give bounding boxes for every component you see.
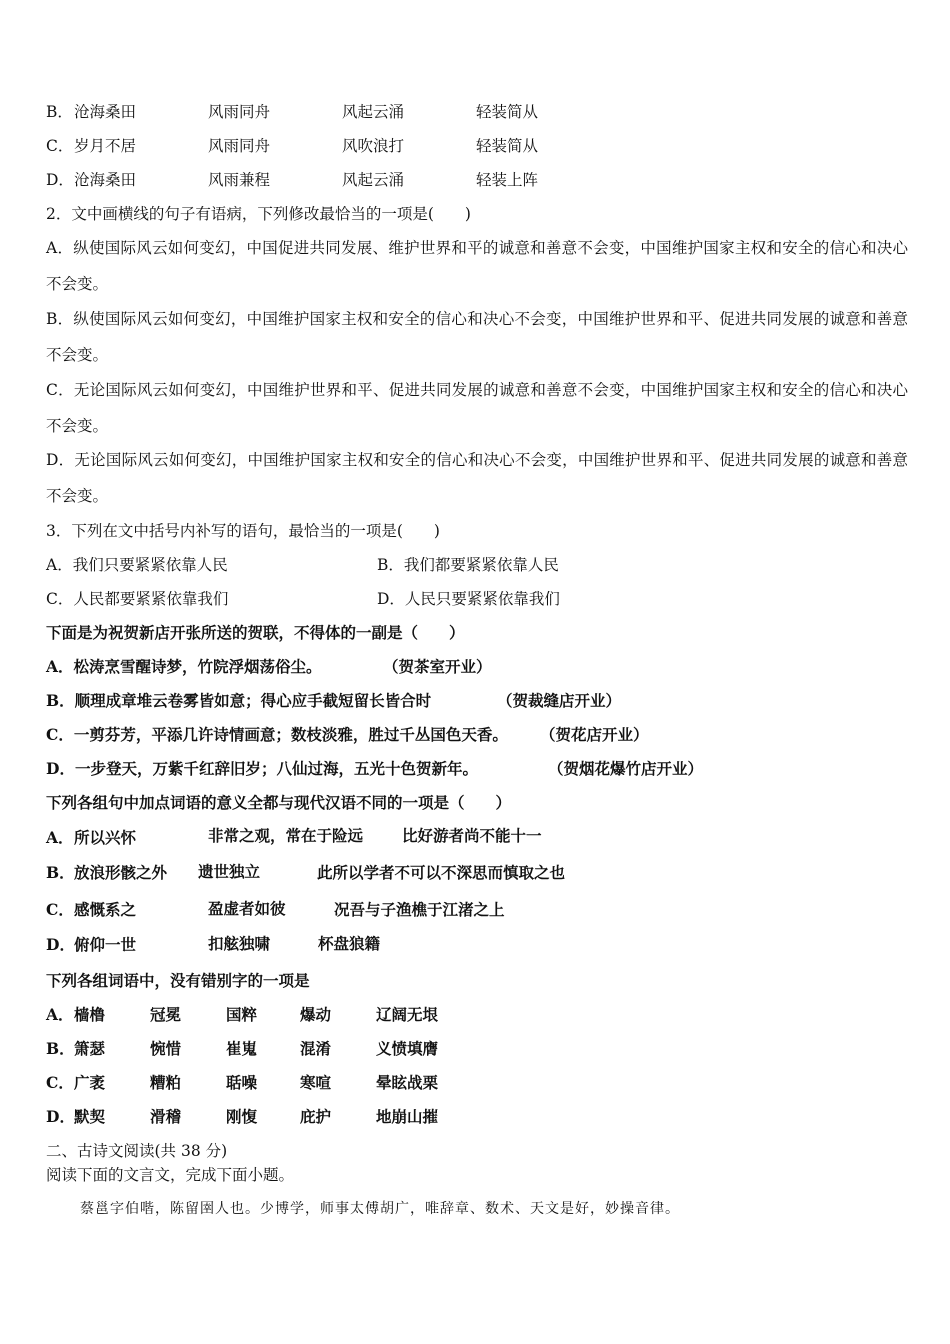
option-item: 盈虚者如彼: [208, 899, 286, 918]
q6-stem: 下列各组词语中，没有错别字的一项是: [46, 971, 310, 990]
option-label: A．: [46, 828, 74, 847]
q3-option-b: B．我们都要紧紧依靠人民: [377, 556, 559, 574]
option-item: 聒噪: [226, 1073, 258, 1092]
option-item: 国粹: [226, 1005, 258, 1024]
option-item: 风吹浪打: [342, 137, 405, 155]
option-item: 非常之观，常在于险远: [208, 826, 364, 845]
q4-option-a: A．松涛烹雪醒诗梦，竹院浮烟荡俗尘。: [46, 657, 322, 676]
q3-option-a: A．我们只要紧紧依靠人民: [46, 556, 228, 574]
q4-option-c-note: （贺花店开业）: [540, 725, 649, 744]
option-item: 崔嵬: [226, 1039, 258, 1058]
option-item: 所以兴怀: [74, 828, 137, 847]
option-label: A．: [46, 1005, 74, 1024]
option-item: 寒喧: [300, 1073, 332, 1092]
q5-stem: 下列各组句中加点词语的意义全都与现代汉语不同的一项是（ ）: [46, 793, 512, 812]
q3-stem: 3．下列在文中括号内补写的语句，最恰当的一项是( ): [46, 522, 440, 540]
q2-option-a: A．纵使国际风云如何变幻，中国促进共同发展、维护世界和平的诚意和善意不会变，中国维护国家主权和安全的信心和决心不会变。: [46, 239, 908, 293]
option-item: 广袤: [74, 1073, 106, 1092]
option-label: B．: [46, 1039, 75, 1058]
option-item: 晕眩战栗: [376, 1073, 439, 1092]
option-item: 轻装简从: [476, 103, 539, 121]
option-label: C．: [46, 900, 74, 919]
option-label: C．: [46, 1073, 74, 1092]
q4-option-d: D．一步登天，万紫千红辞旧岁；八仙过海，五光十色贺新年。: [46, 759, 478, 778]
q2-stem: 2．文中画横线的句子有语病，下列修改最恰当的一项是( ): [46, 205, 471, 223]
q2-option-d: D．无论国际风云如何变幻，中国维护国家主权和安全的信心和决心不会变，中国维护世界和平、促进共同发展的诚意和善意不会变。: [46, 451, 908, 505]
option-item: 此所以学者不可以不深思而慎取之也: [317, 863, 566, 882]
option-item: 爆动: [300, 1005, 332, 1024]
option-item: 风起云涌: [342, 103, 405, 121]
option-item: 惋惜: [150, 1039, 182, 1058]
option-item: 混淆: [300, 1039, 332, 1058]
option-item: 风起云涌: [342, 171, 405, 189]
option-item: 冠冕: [150, 1005, 182, 1024]
q4-option-a-note: （贺茶室开业）: [383, 657, 492, 676]
option-item: 轻装上阵: [476, 171, 539, 189]
option-label: D．: [46, 1107, 75, 1126]
option-item: 箫瑟: [74, 1039, 106, 1058]
section-instruction: 阅读下面的文言文，完成下面小题。: [46, 1166, 295, 1184]
option-item: 扣舷独啸: [208, 934, 271, 953]
option-item: 辽阔无垠: [376, 1005, 439, 1024]
option-label: D．: [46, 935, 75, 954]
option-item: 糟粕: [150, 1073, 182, 1092]
option-item: 况吾与子渔樵于江渚之上: [334, 900, 505, 919]
option-item: 樯橹: [74, 1005, 106, 1024]
option-item: 风雨同舟: [208, 137, 271, 155]
q4-stem: 下面是为祝贺新店开张所送的贺联，不得体的一副是（ ）: [46, 623, 465, 642]
option-item: 沧海桑田: [74, 103, 137, 121]
option-item: 轻装简从: [476, 137, 539, 155]
option-item: 遗世独立: [198, 862, 261, 881]
option-item: 放浪形骸之外: [74, 863, 168, 882]
option-label: C．: [46, 137, 74, 155]
section-title: 二、古诗文阅读(共 38 分): [46, 1142, 228, 1160]
option-item: 风雨兼程: [208, 171, 271, 189]
option-item: 滑稽: [150, 1107, 182, 1126]
option-item: 感慨系之: [74, 900, 137, 919]
option-item: 杯盘狼籍: [318, 934, 381, 953]
q2-option-b: B．纵使国际风云如何变幻，中国维护国家主权和安全的信心和决心不会变，中国维护世界和平、促进共同发展的诚意和善意不会变。: [46, 310, 908, 364]
option-item: 风雨同舟: [208, 103, 271, 121]
option-label: B．: [46, 103, 73, 121]
option-item: 俯仰一世: [74, 935, 137, 954]
passage-text: 蔡邕字伯喈，陈留圉人也。少博学，师事太傅胡广，唯辞章、数术、天文是好，妙操音律。: [80, 1201, 680, 1217]
option-item: 地崩山摧: [376, 1107, 439, 1126]
q2-option-c: C．无论国际风云如何变幻，中国维护世界和平、促进共同发展的诚意和善意不会变，中国维护国家主权和安全的信心和决心不会变。: [46, 381, 908, 435]
q3-option-c: C．人民都要紧紧依靠我们: [46, 590, 229, 608]
option-item: 比好游者尚不能十一: [402, 826, 542, 845]
option-item: 义愤填膺: [376, 1039, 439, 1058]
option-label: B．: [46, 863, 75, 882]
option-item: 庇护: [300, 1107, 332, 1126]
q3-option-d: D．人民只要紧紧依靠我们: [377, 590, 560, 608]
q4-option-c: C．一剪芬芳，平添几许诗情画意；数枝淡雅，胜过千丛国色天香。: [46, 725, 508, 744]
option-item: 刚愎: [226, 1107, 258, 1126]
q4-option-b: B．顺理成章堆云卷雾皆如意；得心应手截短留长皆合时: [46, 691, 432, 710]
option-label: D．: [46, 171, 74, 189]
q4-option-b-note: （贺裁缝店开业）: [497, 691, 622, 710]
option-item: 沧海桑田: [74, 171, 137, 189]
option-item: 岁月不居: [74, 137, 137, 155]
q4-option-d-note: （贺烟花爆竹店开业）: [548, 759, 704, 778]
option-item: 默契: [74, 1107, 106, 1126]
